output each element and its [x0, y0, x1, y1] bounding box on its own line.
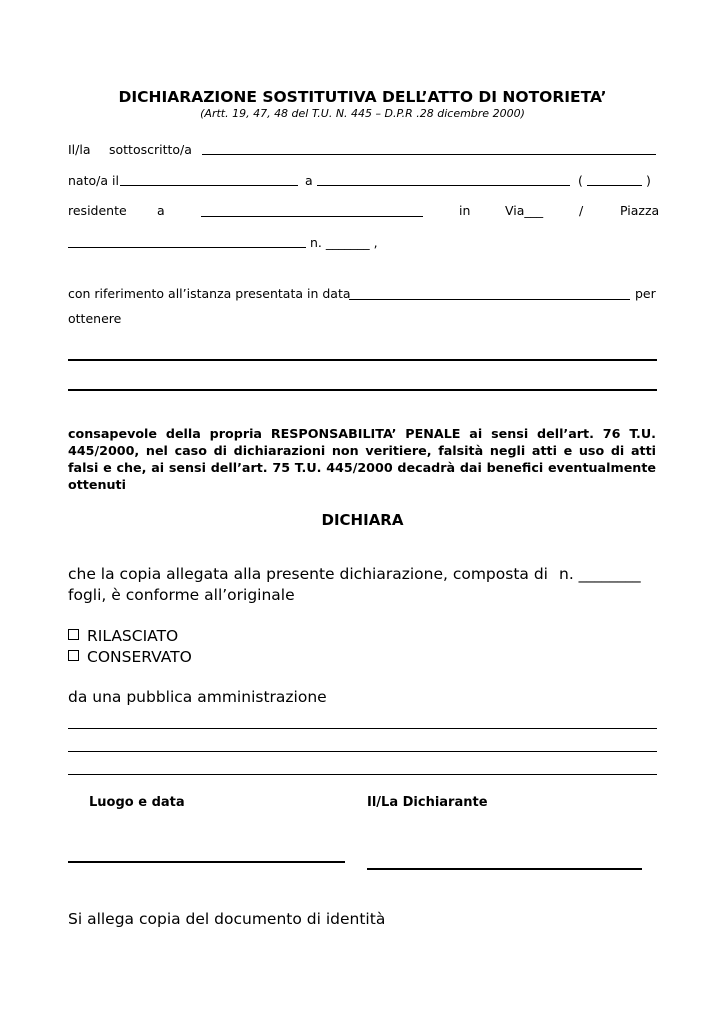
label-slash: /: [579, 203, 584, 218]
label-residente: residente: [68, 203, 127, 218]
option-label: CONSERVATO: [87, 648, 192, 666]
label-numero: n. _______ ,: [310, 235, 378, 250]
label-via: Via___: [505, 203, 544, 218]
paren-open: (: [578, 173, 583, 188]
label-nato-il: nato/a il: [68, 173, 119, 188]
province-field[interactable]: [587, 185, 642, 186]
ottenere-line-1[interactable]: [68, 359, 657, 361]
dichiara-heading: DICHIARA: [321, 511, 404, 529]
document-title: DICHIARAZIONE SOSTITUTIVA DELL’ATTO DI NOTORIETA’: [118, 88, 607, 106]
label-a: a: [305, 173, 313, 188]
istanza-date-field[interactable]: [349, 299, 630, 300]
label-piazza: Piazza: [620, 203, 660, 218]
option-label: RILASCIATO: [87, 627, 179, 645]
label-in: in: [459, 203, 471, 218]
signature-field[interactable]: [367, 868, 642, 870]
responsabilita-paragraph: consapevole della propria RESPONSABILITA’ PENALE ai sensi dell’art. 76 T.U. 445/2000, nel caso di dichiarazioni non veritiere, falsità negli atti e uso di atti falsi e che, ai sensi dell’art. 75 T.U. 445/2000 decadrà dai benefici eventualmente ottenuti: [68, 426, 656, 492]
copia-text-2: fogli, è conforme all’originale: [68, 586, 295, 604]
address-field[interactable]: [68, 247, 306, 248]
pa-line-2[interactable]: [68, 751, 657, 752]
ottenere-line-2[interactable]: [68, 389, 657, 391]
label-sottoscritto: sottoscritto/a: [109, 142, 192, 157]
birthdate-field[interactable]: [120, 185, 298, 186]
fogli-count[interactable]: n. ________: [559, 565, 641, 583]
label-riferimento: con riferimento all’istanza presentata in data: [68, 286, 351, 301]
option-rilasciato[interactable]: [68, 627, 178, 645]
luogo-data-label: Luogo e data: [89, 795, 185, 810]
checkbox-icon[interactable]: [68, 650, 79, 661]
luogo-data-field[interactable]: [68, 861, 345, 863]
birthplace-field[interactable]: [317, 185, 570, 186]
document-subtitle: (Artt. 19, 47, 48 del T.U. N. 445 – D.P.R .28 dicembre 2000): [200, 107, 525, 120]
residence-city-field[interactable]: [201, 216, 423, 217]
label-a-residenza: a: [157, 203, 165, 218]
label-il-la: Il/la: [68, 142, 91, 157]
name-field[interactable]: [202, 154, 656, 155]
label-per: per: [635, 286, 656, 301]
checkbox-icon[interactable]: [68, 629, 79, 640]
dichiarante-label: Il/La Dichiarante: [367, 795, 488, 810]
pa-text: da una pubblica amministrazione: [68, 688, 327, 706]
option-conservato[interactable]: [68, 648, 192, 666]
copia-text: che la copia allegata alla presente dichiarazione, composta di: [68, 565, 548, 583]
pa-line-1[interactable]: [68, 728, 657, 729]
label-ottenere: ottenere: [68, 311, 122, 326]
pa-line-3[interactable]: [68, 774, 657, 775]
paren-close: ): [646, 173, 651, 188]
allegato-text: Si allega copia del documento di identità: [68, 910, 386, 928]
